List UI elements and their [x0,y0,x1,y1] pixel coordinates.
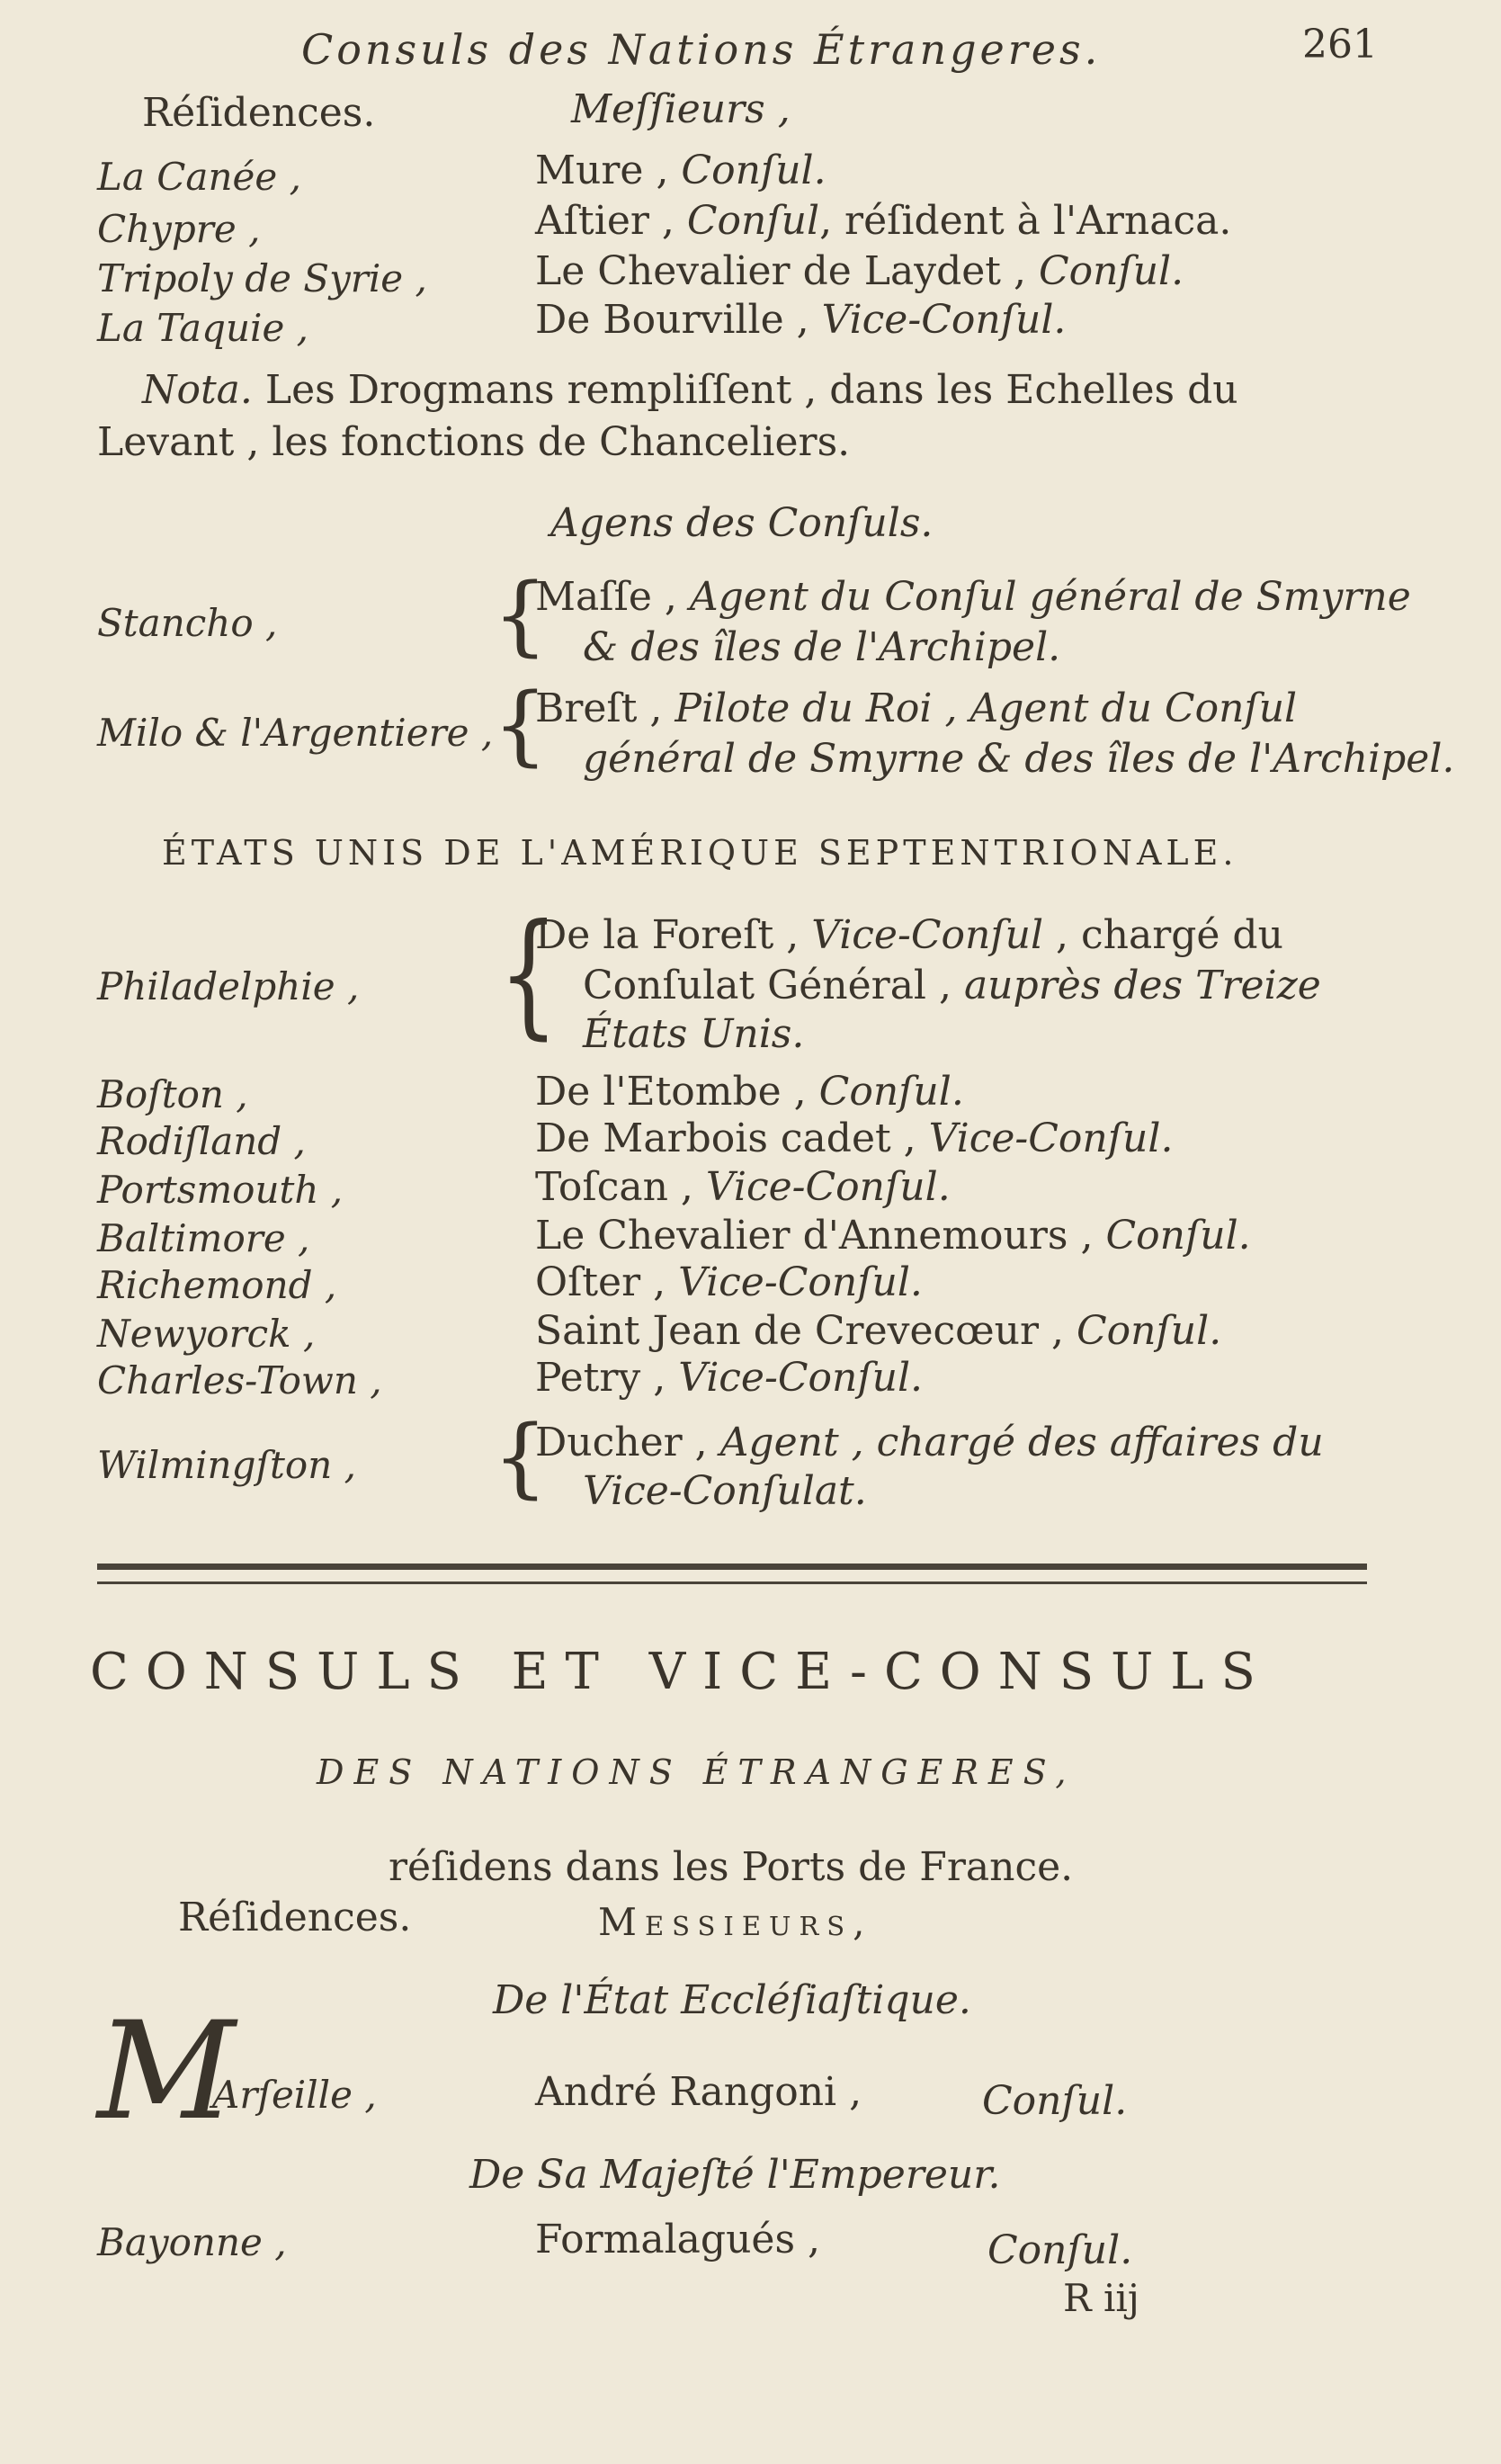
page-number: 261 [1302,22,1378,67]
place-marseille: Arſeille , [212,2073,377,2117]
philadelphie-line-2 [583,963,1321,1008]
consul-name: Oſter , [535,1259,679,1305]
consul-name: De Bourville , [535,297,822,343]
consul-role: Conſul. [1105,1213,1251,1259]
section2-subtitle: DES NATIONS ÉTRANGERES, [317,1752,1077,1792]
messieurs-heading: Meſſieurs , [571,86,791,132]
section2-title: CONSULS ET VICE-CONSULS [90,1643,1273,1701]
section2-subline: réſidens dans les Ports de France. [389,1844,1074,1890]
consul-row [535,1069,964,1115]
agent-name: Breſt , [535,685,675,731]
place-chypre: Chypre , [97,207,261,251]
agent-name: Ducher , [535,1420,720,1465]
place-boston: Boſton , [97,1072,248,1116]
state-heading: De Sa Majeſté l'Empereur. [469,2152,1001,2198]
state-heading: De l'État Eccléſiaſtique. [493,1977,971,2023]
consul-name: Saint Jean de Crevecœur , [535,1308,1077,1354]
agent-name: Maſſe , [535,574,690,620]
consul-name: Aſtier , [535,198,687,244]
agent-role: Pilote du Roi , Agent du Conſul [675,685,1298,731]
consul-name: Toſcan , [535,1164,706,1210]
curly-brace: { [498,896,559,1053]
agens-title: Agens des Conſuls. [550,500,934,546]
nota-line-1 [142,367,1238,413]
consul-note: Conſulat Général , [583,963,964,1008]
nota-line-2: Levant , les fonctions de Chanceliers. [97,419,851,465]
consul-role: Conſul. [982,2078,1128,2124]
consul-note: , chargé du [1043,912,1283,958]
consul-row [535,198,1231,244]
wilmington-line-1 [535,1420,1324,1465]
consul-role: Conſul. [681,148,826,193]
consul-residence: , réſident à l'Arnaca. [819,198,1232,244]
ornamental-rule-thick [97,1564,1367,1570]
nota-text: Les Drogmans rempliſſent , dans les Echelles du [264,367,1238,413]
consul-row [535,1116,1173,1161]
consul-role: Conſul. [818,1069,964,1115]
consul-row [535,1259,923,1305]
place-la-taquie: La Taquie , [97,306,308,350]
place-richemond: Richemond , [97,1263,337,1307]
consul-row [535,1213,1251,1259]
consul-row [535,248,1184,294]
consul-role: Conſul [686,198,820,244]
wilmington-line-2: Vice-Conſulat. [583,1468,867,1514]
place-milo: Milo & l'Argentiere , [97,711,494,755]
signature-mark: R iij [1063,2276,1139,2320]
running-header-title: Consuls des Nations Étrangeres. [301,25,1102,74]
consul-role: Vice-Conſul. [928,1116,1174,1161]
consul-name: Le Chevalier de Laydet , [535,248,1039,294]
consul-name: De l'Etombe , [535,1069,819,1115]
residences-heading: Réſidences. [142,90,376,136]
consul-name: Formalagués , [535,2217,821,2262]
consul-role: Vice-Conſul. [705,1164,951,1210]
place-bayonne: Bayonne , [97,2220,287,2264]
consul-name: Mure , [535,148,682,193]
agent-role: Agent du Conſul général de Smyrne [689,574,1411,620]
consul-role: Conſul. [1038,248,1184,294]
residences-heading: Réſidences. [178,1895,412,1940]
consul-row [535,297,1066,343]
philadelphie-line-1 [535,912,1283,958]
consul-role: Vice-Conſul. [821,297,1067,343]
consul-name: Le Chevalier d'Annemours , [535,1213,1106,1259]
curly-brace: { [493,1407,549,1508]
philadelphie-line-3: États Unis. [583,1011,805,1057]
consul-row [535,1308,1221,1354]
agent-role: Agent , chargé des affaires du [719,1420,1324,1465]
consul-name: Petry , [535,1355,679,1401]
etats-unis-title: ÉTATS UNIS DE L'AMÉRIQUE SEPTENTRIONALE. [162,833,1238,873]
consul-role: Conſul. [1077,1308,1222,1354]
place-philadelphie: Philadelphie , [97,964,360,1008]
agent-line-1 [535,685,1297,731]
place-portsmouth: Portsmouth , [97,1168,344,1212]
consul-name: De Marbois cadet , [535,1116,929,1161]
place-stancho: Stancho , [97,601,278,645]
nota-label: Nota. [142,367,253,413]
consul-role: Vice-Conſul. [678,1259,923,1305]
ornamental-rule-thin [97,1581,1367,1584]
consul-row [535,1164,951,1210]
consul-role: Vice-Conſul. [678,1355,924,1401]
consul-row [535,1355,923,1401]
consul-role: Vice-Conſul [811,912,1044,958]
consul-note-italic: auprès des Treize [963,963,1321,1008]
place-newyorck: Newyorck , [97,1312,316,1356]
place-rodisland: Rodiſland , [97,1119,306,1163]
agent-line-2: général de Smyrne & des îles de l'Archipel. [583,736,1455,782]
drop-cap-letter: M [97,1994,236,2150]
place-wilmington: Wilmingſton , [97,1443,356,1487]
place-charles-town: Charles-Town , [97,1358,382,1402]
place-la-canee: La Canée , [97,155,301,199]
place-baltimore: Baltimore , [97,1216,310,1260]
consul-role: Conſul. [987,2227,1133,2273]
curly-brace: { [493,565,549,666]
consul-name: André Rangoni , [535,2069,862,2115]
place-tripoly: Tripoly de Syrie , [97,256,427,300]
consul-row [535,148,826,193]
agent-line-1 [535,574,1411,620]
agent-line-2: & des îles de l'Archipel. [583,624,1061,670]
messieurs-heading: Messieurs, [598,1900,873,1944]
consul-name: De la Foreſt , [535,912,812,958]
curly-brace: { [493,675,549,775]
